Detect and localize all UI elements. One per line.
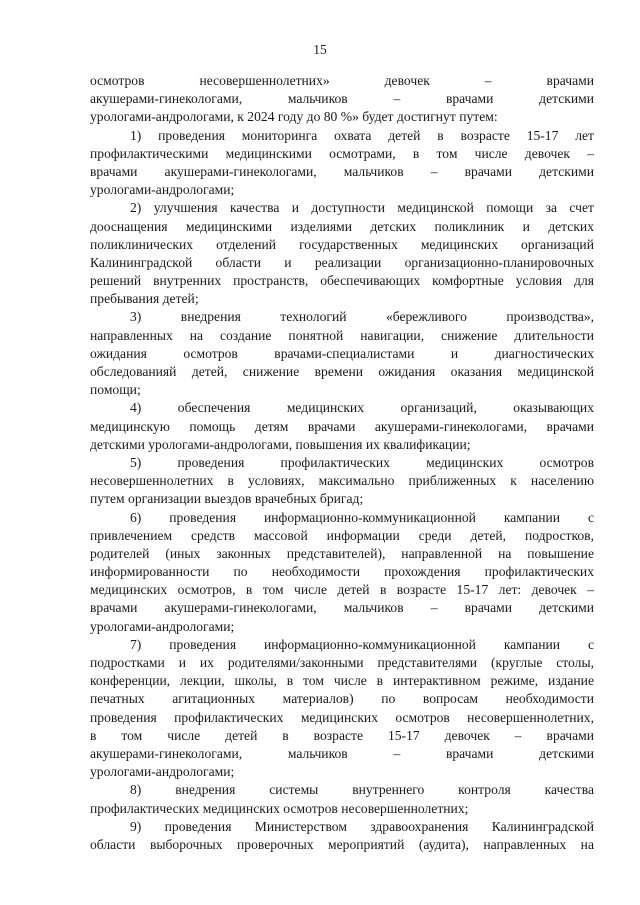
text-line: акушерами-гинекологами, мальчиков – врачами детскими [90,745,594,761]
text-line: путем организации выездов врачебных бригад; [90,491,364,507]
text-line: профилактических медицинских осмотров несовершеннолетних; [90,800,469,816]
text-line: 1) проведения мониторинга охвата детей в возрасте 15-17 лет [130,127,594,143]
text-line: акушерами-гинекологами, мальчиков – врачами детскими [90,91,594,107]
text-line: 6) проведения информационно-коммуникационной кампании с [130,509,594,525]
text-line: поликлинических отделений государственных медицинских организаций [90,236,594,252]
text-line: информированности по необходимости прохождения профилактических [90,564,594,580]
text-line: детскими урологами-андрологами, повышения их квалификации; [90,436,471,452]
text-line: 9) проведения Министерством здравоохранения Калининградской [130,818,594,834]
text-line: медицинских осмотров, в том числе детей в возрасте 15-17 лет: девочек – [90,582,594,598]
text-line: 3) внедрения технологий «бережливого производства», [130,309,594,325]
text-line: урологами-андрологами; [90,764,235,780]
text-line: в том числе детей в возрасте 15-17 девочек – врачами [90,727,594,743]
text-line: обследованияй детей, снижение времени ожидания оказания медицинской [90,364,594,379]
text-line: области выборочных проверочных мероприятий (аудита), направленных на [90,836,594,852]
text-line: подростками и их родителями/законными представителями (круглые столы, [90,655,594,670]
page-number: 15 [313,42,327,57]
text-line: медицинскую помощь детям врачами акушерами-гинекологами, врачами [90,418,594,434]
text-line: ожидания осмотров врачами-специалистами и диагностических [90,345,594,361]
text-line: 8) внедрения системы внутреннего контроля качества [130,782,594,798]
text-line: урологами-андрологами; [90,182,235,198]
text-line: конференции, лекции, школы, в том числе в интерактивном режиме, издание [90,673,594,689]
text-line: решений внутренних пространств, обеспечивающих комфортные условия для [90,273,594,289]
text-line: врачами акушерами-гинекологами, мальчиков – врачами детскими [90,600,594,616]
text-line: осмотров несовершеннолетних» девочек – врачами [90,73,594,88]
text-line: 4) обеспечения медицинских организаций, оказывающих [130,400,594,416]
text-line: направленных на создание понятной навигации, снижение длительности [90,327,594,343]
text-line: печатных агитационных материалов) по вопросам необходимости [90,691,594,707]
text-line: профилактическими медицинскими осмотрами, в том числе девочек – [90,145,594,161]
text-line: урологами-андрологами, к 2024 году до 80 %» будет достигнут путем: [90,109,498,125]
text-line: врачами акушерами-гинекологами, мальчиков – врачами детскими [90,163,594,179]
text-line: дооснащения медицинскими изделиями детских поликлиник и детских [90,218,594,234]
text-line: 7) проведения информационно-коммуникационной кампании с [130,636,594,652]
text-line: помощи; [90,382,141,398]
text-line: 2) улучшения качества и доступности медицинской помощи за счет [130,200,594,216]
text-line: Калининградской области и реализации организационно-планировочных [90,254,594,270]
text-line: привлечением средств массовой информации среди детей, подростков, [90,527,594,543]
text-line: несовершеннолетних в условиях, максимально приближенных к населению [90,473,594,489]
text-line: пребывания детей; [90,291,199,307]
text-line: родителей (иных законных представителей), направленной на повышение [90,545,594,561]
text-line: 5) проведения профилактических медицинских осмотров [130,454,594,470]
document-body [90,72,594,854]
text-line: проведения профилактических медицинских осмотров несовершеннолетних, [90,709,594,725]
text-line: урологами-андрологами; [90,618,235,634]
